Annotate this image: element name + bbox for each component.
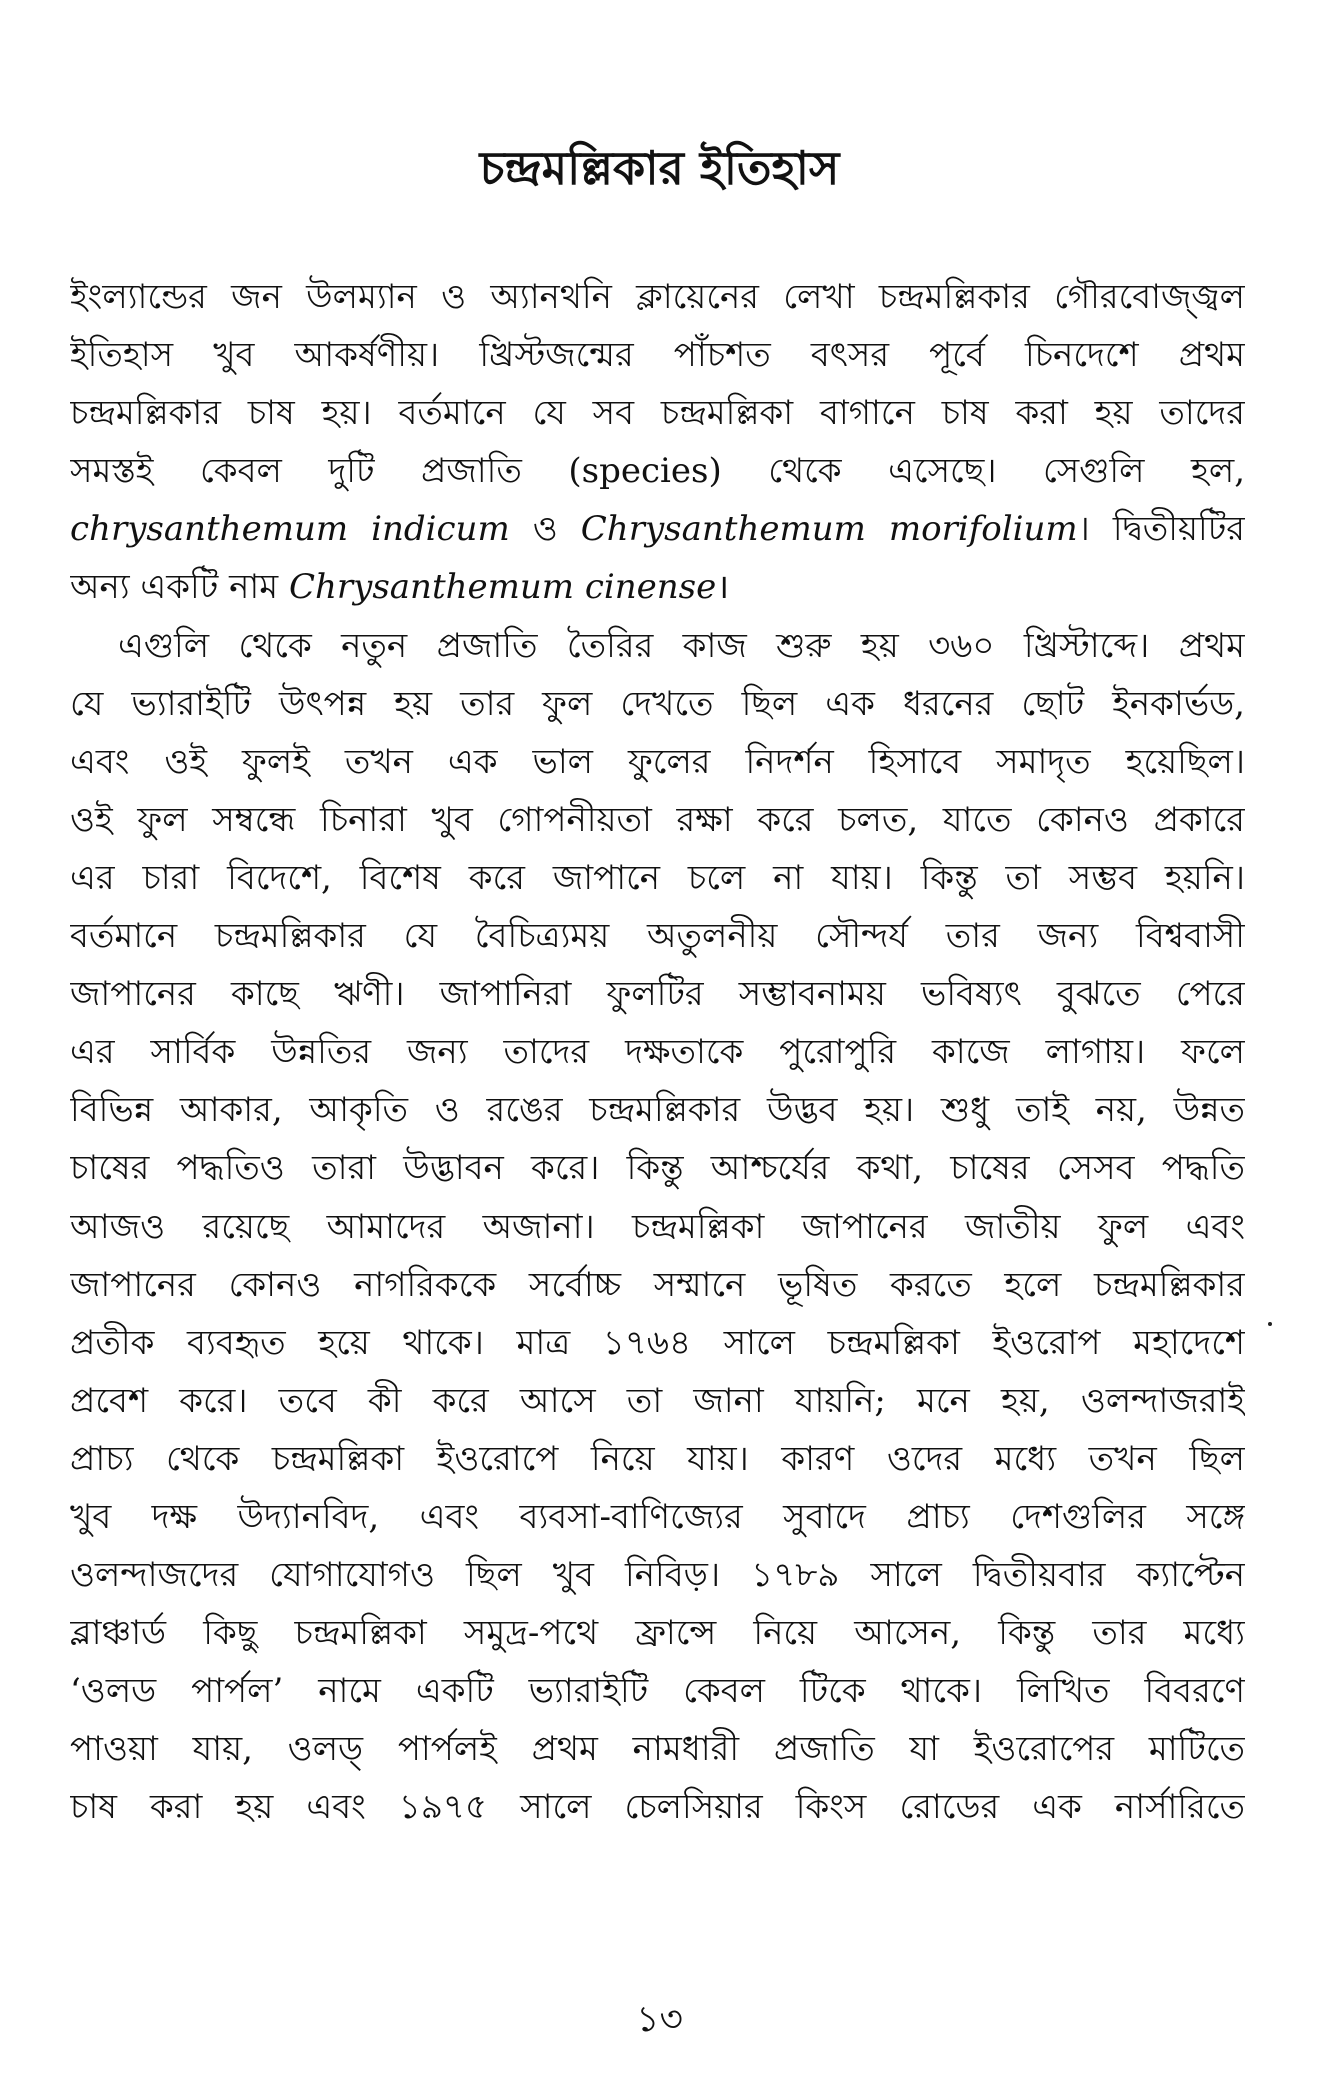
page-number: ১৩ xyxy=(636,1999,683,2040)
text-line: ইতিহাস খুব আকর্ষণীয়। খ্রিস্টজন্মের পাঁচশত বৎসর পূর্বে চিনদেশে প্রথম xyxy=(70,335,1245,376)
line-tail: । xyxy=(716,567,730,608)
text-line: চন্দ্রমল্লিকার চাষ হয়। বর্তমানে যে সব চন্দ্রমল্লিকা বাগানে চাষ করা হয় তাদের xyxy=(70,393,1245,434)
text-line: পাওয়া যায়, ওলড্ পার্পলই প্রথম নামধারী প্রজাতি যা ইওরোপের মাটিতে xyxy=(70,1729,1245,1770)
text-line: প্রবেশ করে। তবে কী করে আসে তা জানা যায়নি; মনে হয়, ওলন্দাজরাই xyxy=(70,1380,1245,1421)
print-speck xyxy=(1268,1322,1272,1326)
text-line: ওলন্দাজদের যোগাযোগও ছিল খুব নিবিড়। ১৭৮৯ সালে দ্বিতীয়বার ক্যাপ্টেন xyxy=(70,1555,1245,1596)
text-line: প্রতীক ব্যবহৃত হয়ে থাকে। মাত্র ১৭৬৪ সালে চন্দ্রমল্লিকা ইওরোপ মহাদেশে xyxy=(70,1322,1245,1363)
text-line-species xyxy=(70,500,1245,558)
species-name-morifolium: Chrysanthemum morifolium xyxy=(580,509,1078,550)
species-name-cinense: Chrysanthemum cinense xyxy=(288,567,717,608)
text-line: বিভিন্ন আকার, আকৃতি ও রঙের চন্দ্রমল্লিকার উদ্ভব হয়। শুধু তাই নয়, উন্নত xyxy=(70,1090,1245,1131)
text-line: এবং ওই ফুলই তখন এক ভাল ফুলের নিদর্শন হিসাবে সমাদৃত হয়েছিল। xyxy=(70,741,1245,782)
line-prefix: অন্য একটি নাম xyxy=(70,567,289,608)
text-line: ‘ওলড পার্পল’ নামে একটি ভ্যারাইটি কেবল টিকে থাকে। লিখিত বিবরণে xyxy=(70,1671,1245,1712)
text-line: চাষের পদ্ধতিও তারা উদ্ভাবন করে। কিন্তু আশ্চর্যের কথা, চাষের সেসব পদ্ধতি xyxy=(70,1148,1245,1189)
species-name-indicum: chrysanthemum indicum xyxy=(70,509,510,550)
text-line: এগুলি থেকে নতুন প্রজাতি তৈরির কাজ শুরু হয় ৩৬০ খ্রিস্টাব্দে। প্রথম xyxy=(118,625,1245,666)
text-line: ওই ফুল সম্বন্ধে চিনারা খুব গোপনীয়তা রক্ষা করে চলত, যাতে কোনও প্রকারে xyxy=(70,799,1245,840)
text-line: এর চারা বিদেশে, বিশেষ করে জাপানে চলে না যায়। কিন্তু তা সম্ভব হয়নি। xyxy=(70,857,1245,898)
text-line: আজও রয়েছে আমাদের অজানা। চন্দ্রমল্লিকা জাপানের জাতীয় ফুল এবং xyxy=(70,1206,1245,1247)
text-line: সমস্তই কেবল দুটি প্রজাতি (species) থেকে এসেছে। সেগুলি হল, xyxy=(70,451,1245,492)
line-tail: । দ্বিতীয়টির xyxy=(1077,509,1245,550)
text-line: যে ভ্যারাইটি উৎপন্ন হয় তার ফুল দেখতে ছিল এক ধরনের ছোট ইনকার্ভড, xyxy=(70,683,1245,724)
text-line-other-name xyxy=(70,558,1245,616)
text-line: খুব দক্ষ উদ্যানবিদ, এবং ব্যবসা-বাণিজ্যের সুবাদে প্রাচ্য দেশগুলির সঙ্গে xyxy=(70,1496,1245,1537)
body-text xyxy=(70,268,1245,1837)
text-line: এর সার্বিক উন্নতির জন্য তাদের দক্ষতাকে পুরোপুরি কাজে লাগায়। ফলে xyxy=(70,1032,1245,1073)
text-line: জাপানের কাছে ঋণী। জাপানিরা ফুলটির সম্ভাবনাময় ভবিষ্যৎ বুঝতে পেরে xyxy=(70,974,1245,1015)
chapter-title: চন্দ্রমল্লিকার ইতিহাস xyxy=(479,141,840,195)
text-line: প্রাচ্য থেকে চন্দ্রমল্লিকা ইওরোপে নিয়ে যায়। কারণ ওদের মধ্যে তখন ছিল xyxy=(70,1438,1245,1479)
text-line: ব্লাঞ্চার্ড কিছু চন্দ্রমল্লিকা সমুদ্র-পথে ফ্রান্সে নিয়ে আসেন, কিন্তু তার মধ্যে xyxy=(70,1613,1245,1654)
text-line: জাপানের কোনও নাগরিককে সর্বোচ্চ সম্মানে ভূষিত করতে হলে চন্দ্রমল্লিকার xyxy=(70,1264,1245,1305)
text-line: ইংল্যান্ডের জন উলম্যান ও অ্যানথনি ক্লায়েনের লেখা চন্দ্রমল্লিকার গৌরবোজ্জ্বল xyxy=(70,277,1245,317)
text-line: বর্তমানে চন্দ্রমল্লিকার যে বৈচিত্র্যময় অতুলনীয় সৌন্দর্য তার জন্য বিশ্ববাসী xyxy=(70,916,1245,957)
conjunction: ও xyxy=(509,509,581,550)
text-line: চাষ করা হয় এবং ১৯৭৫ সালে চেলসিয়ার কিংস রোডের এক নার্সারিতে xyxy=(70,1787,1245,1828)
